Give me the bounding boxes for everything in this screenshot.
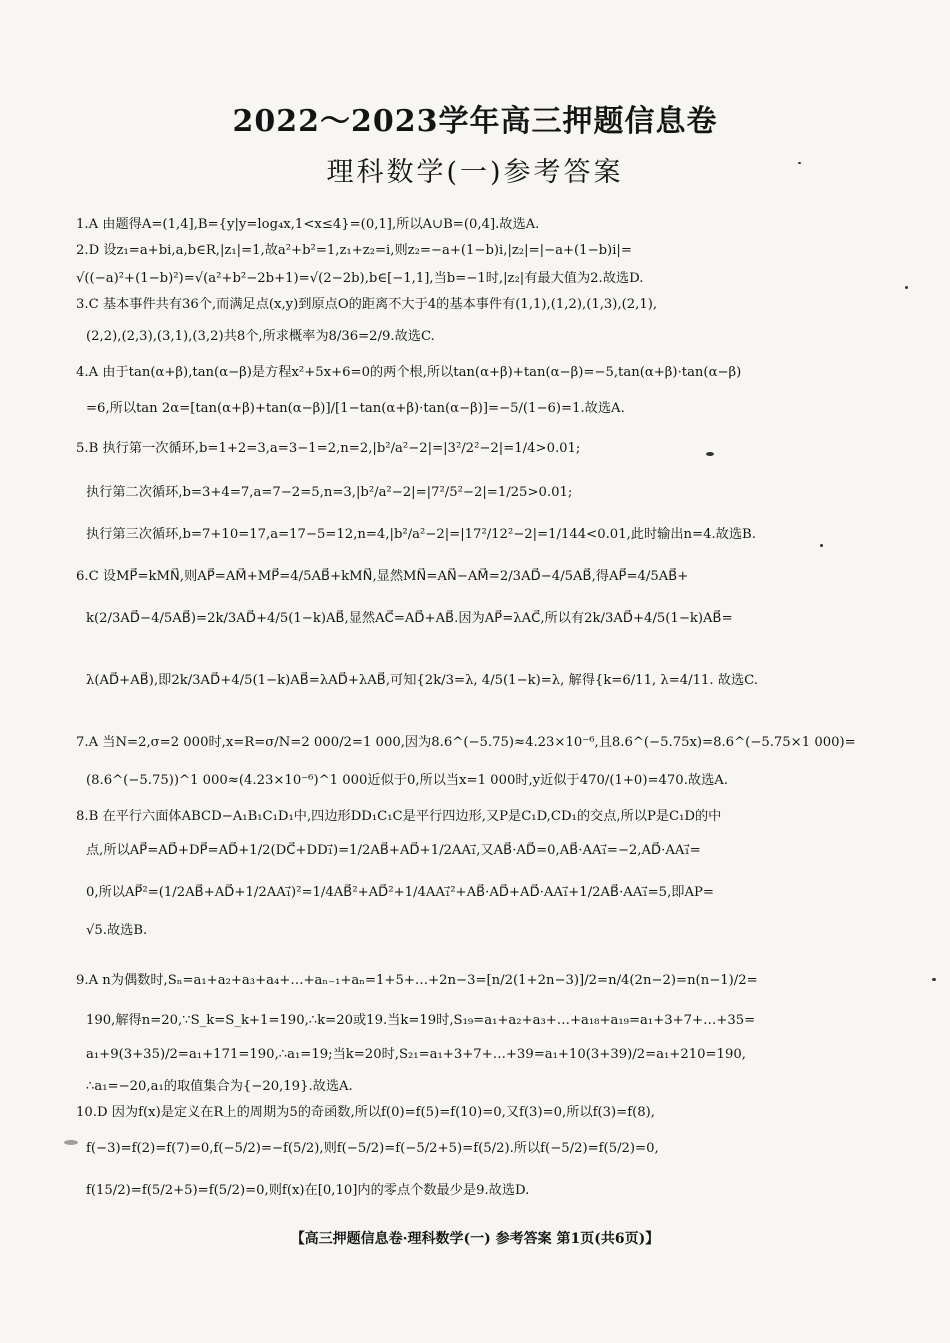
- answer-line-q2: 2.D 设z₁=a+bi,a,b∈R,|z₁|=1,故a²+b²=1,z₁+z₂=i,则z₂=−a+(1−b)i,|z₂|=|−a+(1−b)i|=: [76, 243, 632, 258]
- answer-line-q5: 5.B 执行第一次循环,b=1+2=3,a=3−1=2,n=2,|b²/a²−2|=|3²/2²−2|=1/4>0.01;: [76, 441, 581, 456]
- page-footer: 【高三押题信息卷·理科数学(一) 参考答案 第1页(共6页)】: [290, 1231, 660, 1247]
- answer-line-q4-cont: =6,所以tan 2α=[tan(α+β)+tan(α−β)]/[1−tan(α+β)·tan(α−β)]=−5/(1−6)=1.故选A.: [86, 401, 625, 416]
- scan-speck: [706, 452, 714, 456]
- answer-line-q7: 7.A 当N=2,σ=2 000时,x=R=σ/N=2 000/2=1 000,因为8.6^(−5.75)≈4.23×10⁻⁶,且8.6^(−5.75x)=8.6^(−5.75×1 000)=: [76, 735, 856, 750]
- answer-line-q6-system: λ(AD⃗+AB⃗),即2k/3AD⃗+4/5(1−k)AB⃗=λAD⃗+λAB⃗,可知{2k/3=λ, 4/5(1−k)=λ, 解得{k=6/11, λ=4/11. 故选C.: [86, 673, 758, 688]
- answer-line-q3-cont: (2,2),(2,3),(3,1),(3,2)共8个,所求概率为8/36=2/9.故选C.: [86, 329, 435, 344]
- answer-line-q8: 8.B 在平行六面体ABCD−A₁B₁C₁D₁中,四边形DD₁C₁C是平行四边形,又P是C₁D,CD₁的交点,所以P是C₁D的中: [76, 809, 722, 824]
- page-title: 2022～2023学年高三押题信息卷: [232, 104, 718, 139]
- scan-speck: [798, 162, 801, 164]
- scan-smudge: [64, 1140, 78, 1145]
- answer-line-q2-cont: √((−a)²+(1−b)²)=√(a²+b²−2b+1)=√(2−2b),b∈[−1,1],当b=−1时,|z₂|有最大值为2.故选D.: [76, 271, 644, 286]
- answer-line-q8-square: 0,所以AP⃗²=(1/2AB⃗+AD⃗+1/2AA₁⃗)²=1/4AB⃗²+AD⃗²+1/4AA₁⃗²+AB⃗·AD⃗+AD⃗·AA₁⃗+1/2AB⃗·AA₁⃗=5,即AP=: [86, 885, 714, 900]
- answer-line-q6-cont: k(2/3AD⃗−4/5AB⃗)=2k/3AD⃗+4/5(1−k)AB⃗,显然AC⃗=AD⃗+AB⃗.因为AP⃗=λAC⃗,所以有2k/3AD⃗+4/5(1−k)AB⃗=: [86, 611, 733, 626]
- answer-line-q9-end: ∴a₁=−20,a₁的取值集合为{−20,19}.故选A.: [86, 1079, 353, 1094]
- answer-line-q10-end: f(15/2)=f(5/2+5)=f(5/2)=0,则f(x)在[0,10]内的零点个数最少是9.故选D.: [86, 1183, 530, 1198]
- answer-line-q10: 10.D 因为f(x)是定义在R上的周期为5的奇函数,所以f(0)=f(5)=f(10)=0,又f(3)=0,所以f(3)=f(8),: [76, 1105, 655, 1120]
- answer-line-q9-cont: 190,解得n=20,∵S_k=S_k+1=190,∴k=20或19.当k=19时,S₁₉=a₁+a₂+a₃+…+a₁₈+a₁₉=a₁+3+7+…+35=: [86, 1013, 756, 1028]
- scan-speck: [905, 286, 908, 289]
- answer-line-q5-loop3: 执行第三次循环,b=7+10=17,a=17−5=12,n=4,|b²/a²−2|=|17²/12²−2|=1/144<0.01,此时输出n=4.故选B.: [86, 527, 756, 542]
- answer-line-q5-loop2: 执行第二次循环,b=3+4=7,a=7−2=5,n=3,|b²/a²−2|=|7²/5²−2|=1/25>0.01;: [86, 485, 573, 500]
- scan-speck: [820, 544, 823, 547]
- answer-line-q9: 9.A n为偶数时,Sₙ=a₁+a₂+a₃+a₄+…+aₙ₋₁+aₙ=1+5+…+2n−3=[n/2(1+2n−3)]/2=n/4(2n−2)=n(n−1)/2=: [76, 973, 758, 988]
- answer-line-q9-cases: a₁+9(3+35)/2=a₁+171=190,∴a₁=19;当k=20时,S₂₁=a₁+3+7+…+39=a₁+10(3+39)/2=a₁+210=190,: [86, 1047, 746, 1062]
- answer-line-q7-cont: (8.6^(−5.75))^1 000≈(4.23×10⁻⁶)^1 000近似于0,所以当x=1 000时,y近似于470/(1+0)=470.故选A.: [86, 773, 728, 788]
- answer-line-q10-cont: f(−3)=f(2)=f(7)=0,f(−5/2)=−f(5/2),则f(−5/2)=f(−5/2+5)=f(5/2).所以f(−5/2)=f(5/2)=0,: [86, 1141, 659, 1156]
- page-subtitle: 理科数学(一)参考答案: [326, 157, 624, 188]
- answer-line-q8-end: √5.故选B.: [86, 923, 148, 938]
- answer-line-q3: 3.C 基本事件共有36个,而满足点(x,y)到原点O的距离不大于4的基本事件有(1,1),(1,2),(1,3),(2,1),: [76, 297, 658, 312]
- answer-line-q1: 1.A 由题得A=(1,4],B={y|y=log₄x,1<x≤4}=(0,1],所以A∪B=(0,4].故选A.: [76, 217, 540, 232]
- answer-line-q8-cont: 点,所以AP⃗=AD⃗+DP⃗=AD⃗+1/2(DC⃗+DD₁⃗)=1/2AB⃗+AD⃗+1/2AA₁⃗,又AB⃗·AD⃗=0,AB⃗·AA₁⃗=−2,AD⃗·AA₁⃗=: [86, 843, 701, 858]
- answer-line-q4: 4.A 由于tan(α+β),tan(α−β)是方程x²+5x+6=0的两个根,所以tan(α+β)+tan(α−β)=−5,tan(α+β)·tan(α−β): [76, 365, 742, 380]
- answer-line-q6: 6.C 设MP⃗=kMN⃗,则AP⃗=AM⃗+MP⃗=4/5AB⃗+kMN⃗,显然MN⃗=AN⃗−AM⃗=2/3AD⃗−4/5AB⃗,得AP⃗=4/5AB⃗+: [76, 569, 689, 584]
- scan-speck: [932, 978, 936, 981]
